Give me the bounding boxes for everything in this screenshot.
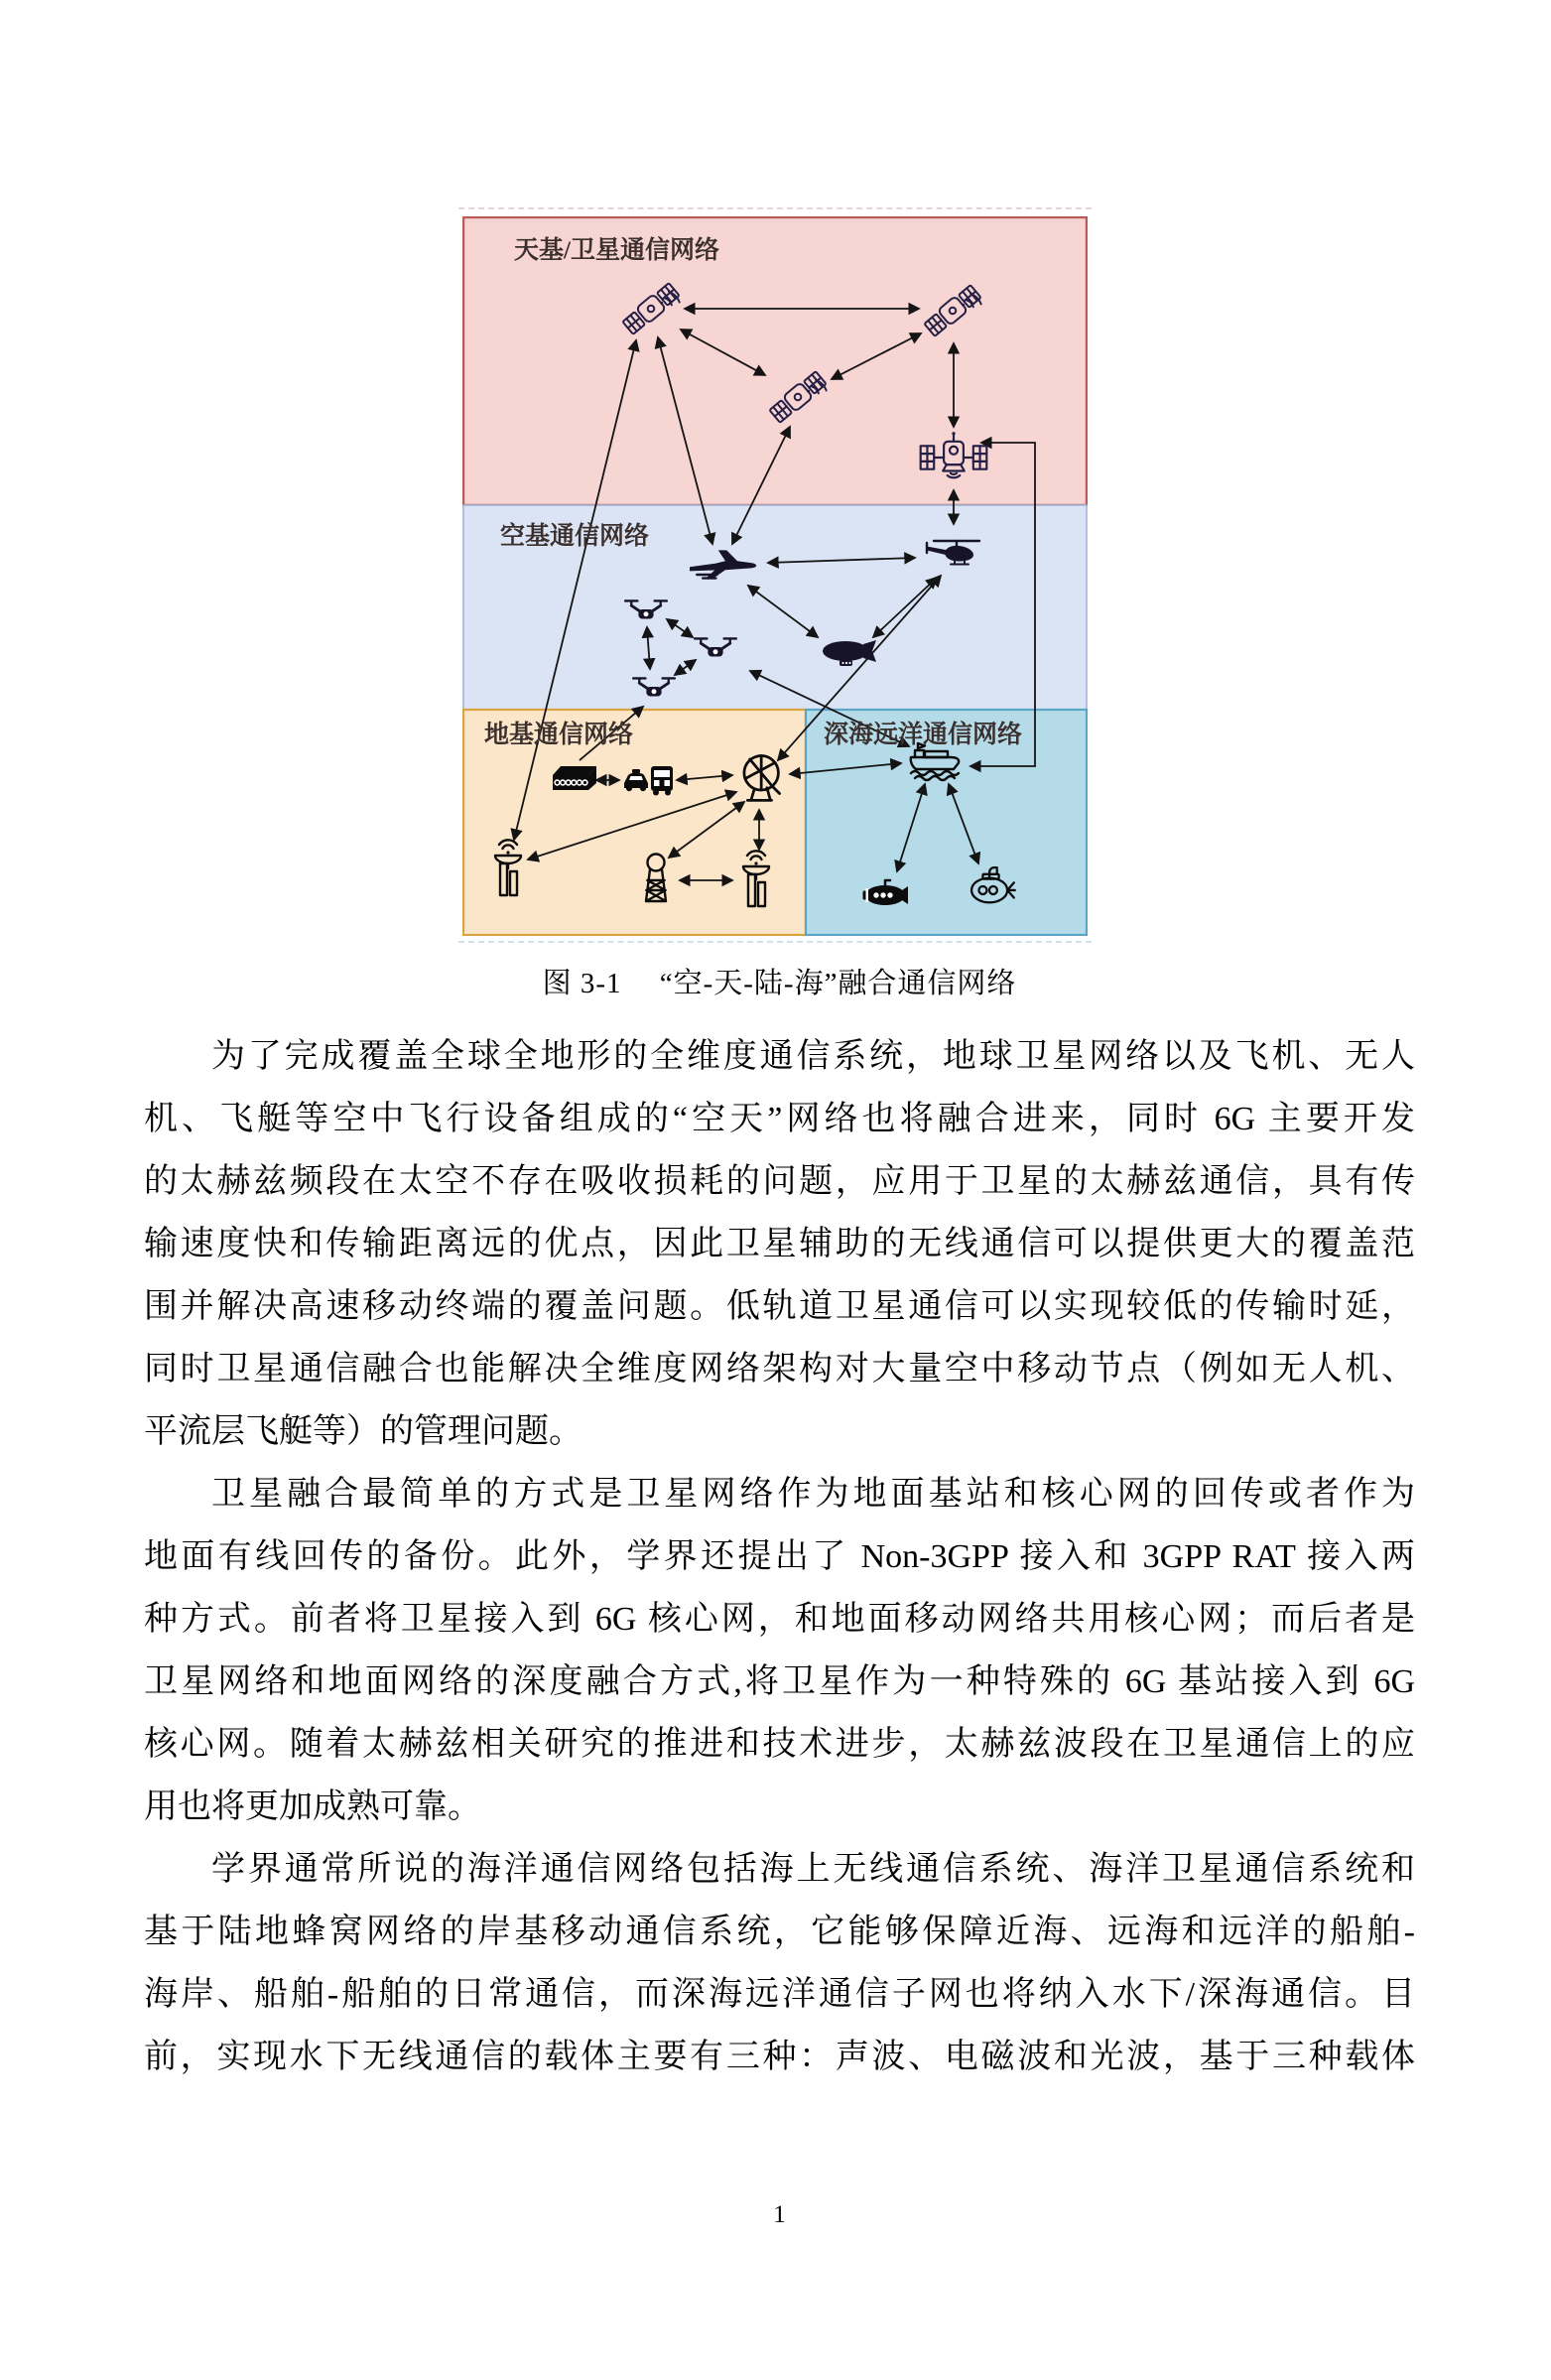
page-number: 1: [773, 2201, 786, 2228]
body-line: 卫星网络和地面网络的深度融合方式,将卫星作为一种特殊的 6G 基站接入到 6G: [144, 1663, 1415, 1700]
figure-bottom-ticks: [458, 941, 1092, 943]
region-ground-label: 地基通信网络: [484, 722, 634, 748]
network-diagram-svg: [462, 216, 1088, 936]
body-line: 围并解决高速移动终端的覆盖问题。低轨道卫星通信可以实现较低的传输时延，: [144, 1288, 1415, 1325]
body-line: 同时卫星通信融合也能解决全维度网络架构对大量空中移动节点（例如无人机、: [144, 1351, 1415, 1388]
body-line: 基于陆地蜂窝网络的岸基移动通信系统，它能够保障近海、远海和远洋的船舶-: [144, 1914, 1415, 1950]
body-line: 学界通常所说的海洋通信网络包括海上无线通信系统、海洋卫星通信系统和: [211, 1851, 1415, 1888]
body-line: 的太赫兹频段在太空不存在吸收损耗的问题，应用于卫星的太赫兹通信，具有传: [144, 1163, 1415, 1200]
body-line: 平流层飞艇等）的管理问题。: [144, 1413, 582, 1450]
region-space-label: 天基/卫星通信网络: [514, 237, 719, 264]
body-line: 用也将更加成熟可靠。: [144, 1788, 481, 1825]
body-line: 种方式。前者将卫星接入到 6G 核心网，和地面移动网络共用核心网；而后者是: [144, 1601, 1415, 1638]
region-sea-label: 深海远洋通信网络: [824, 722, 1023, 748]
body-line: 输速度快和传输距离远的优点，因此卫星辅助的无线通信可以提供更大的覆盖范: [144, 1226, 1415, 1262]
body-line: 机、飞艇等空中飞行设备组成的“空天”网络也将融合进来，同时 6G 主要开发: [144, 1101, 1415, 1137]
server-box-icon: [553, 766, 596, 790]
body-line: 前，实现水下无线通信的载体主要有三种：声波、电磁波和光波，基于三种载体: [144, 2039, 1415, 2075]
figure-satellite-network-diagram: [462, 216, 1088, 936]
body-line: 核心网。随着太赫兹相关研究的推进和技术进步，太赫兹波段在卫星通信上的应: [144, 1726, 1415, 1763]
body-line: 地面有线回传的备份。此外，学界还提出了 Non-3GPP 接入和 3GPP RAT 接入两: [144, 1538, 1415, 1575]
region-air-label: 空基通信网络: [500, 523, 650, 550]
body-line: 海岸、船舶-船舶的日常通信，而深海远洋通信子网也将纳入水下/深海通信。目: [144, 1976, 1415, 2013]
figure-caption: 图 3-1 “空-天-陆-海”融合通信网络: [542, 968, 1017, 999]
body-line: 卫星融合最简单的方式是卫星网络作为地面基站和核心网的回传或者作为: [211, 1476, 1415, 1513]
body-line: 为了完成覆盖全球全地形的全维度通信系统，地球卫星网络以及飞机、无人: [211, 1038, 1415, 1075]
body-text: [144, 1025, 1415, 2088]
figure-top-ticks: [458, 207, 1092, 209]
